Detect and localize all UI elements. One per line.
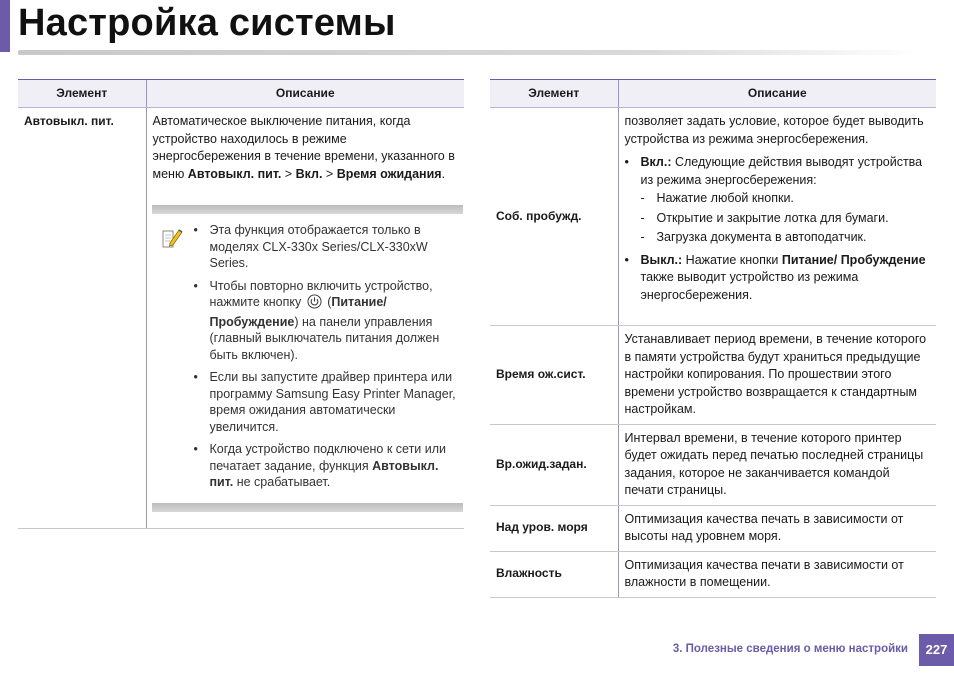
table-row (490, 551, 936, 597)
element-cell: Вр.ожид.задан. (490, 424, 618, 505)
header-element: Элемент (18, 80, 146, 108)
table-row (490, 505, 936, 551)
wakeup-sub-item: - Загрузка документа в автоподатчик. (641, 229, 931, 247)
element-cell: Влажность (490, 551, 618, 597)
note-item: • Эта функция отображается только в моделях CLX-330x Series/CLX-330xW Series. (194, 222, 460, 272)
note-item: • Если вы запустите драйвер принтера или программу Samsung Easy Printer Manager, время ожидания автоматически увеличится. (194, 369, 460, 435)
wakeup-intro: позволяет задать условие, которое будет выводить устройства из режима энергосбережения. (624, 114, 924, 146)
description-cell: Оптимизация качества печати в зависимости от влажности в помещении. (618, 551, 936, 597)
table-header-row (18, 80, 464, 108)
note-top-bar (152, 205, 464, 214)
table-row (490, 108, 936, 326)
wakeup-on-item: • Вкл.: Следующие действия выводят устройства из режима энергосбережения: - Нажатие любой кнопки. - Открытие и закрытие лотка для бумаги. - Загрузка документа в автоподатчик. (625, 154, 931, 247)
note-item: • Когда устройство подключено к сети или печатает задание, функция Автовыкл. пит. не срабатывает. (194, 441, 460, 491)
wakeup-sub-item: - Нажатие любой кнопки. (641, 190, 931, 208)
description-cell (146, 108, 464, 529)
note-box (152, 205, 464, 512)
header-description: Описание (618, 80, 936, 108)
title-divider (18, 50, 918, 55)
element-cell: Над уров. моря (490, 505, 618, 551)
title-accent-bar (0, 0, 10, 52)
element-cell: Время ож.сист. (490, 326, 618, 425)
left-settings-table (18, 79, 464, 529)
header-element: Элемент (490, 80, 618, 108)
table-row (18, 108, 464, 529)
table-row (490, 326, 936, 425)
page-title: Настройка системы (18, 2, 396, 44)
element-cell: Соб. пробужд. (490, 108, 618, 326)
note-pencil-icon (152, 222, 194, 497)
power-icon (307, 294, 322, 314)
description-cell: Устанавливает период времени, в течение которого в памяти устройства будут храниться предыдущие настройки копирования. По прошествии этого времени устройство возвращается к стандартным настройкам. (618, 326, 936, 425)
element-cell: Автовыкл. пит. (18, 108, 146, 529)
description-cell: Интервал времени, в течение которого принтер будет ожидать перед печатью последней страницы задания, которое не заканчивается командой печати страницы. (618, 424, 936, 505)
page-number: 227 (919, 634, 954, 666)
table-row (490, 424, 936, 505)
wakeup-off-item: • Выкл.: Нажатие кнопки Питание/ Пробуждение также выводит устройство из режима энергосбережения. (625, 252, 931, 305)
description-cell: Оптимизация качества печать в зависимости от высоты над уровнем моря. (618, 505, 936, 551)
auto-power-off-description: Автоматическое выключение питания, когда устройство находилось в режиме энергосбережения в течение времени, указанного в меню Автовыкл. пит. > Вкл. > Время ожидания. (152, 114, 455, 181)
note-item: • Чтобы повторно включить устройство, нажмите кнопку (Питание/ Пробуждение) на панели управления (главный выключатель питания должен быть включен). (194, 278, 460, 364)
right-settings-table (490, 79, 936, 598)
table-header-row (490, 80, 936, 108)
header-description: Описание (146, 80, 464, 108)
description-cell (618, 108, 936, 326)
note-bottom-bar (152, 503, 464, 512)
footer-chapter-title: 3. Полезные сведения о меню настройки (672, 643, 908, 655)
wakeup-sub-item: - Открытие и закрытие лотка для бумаги. (641, 210, 931, 228)
